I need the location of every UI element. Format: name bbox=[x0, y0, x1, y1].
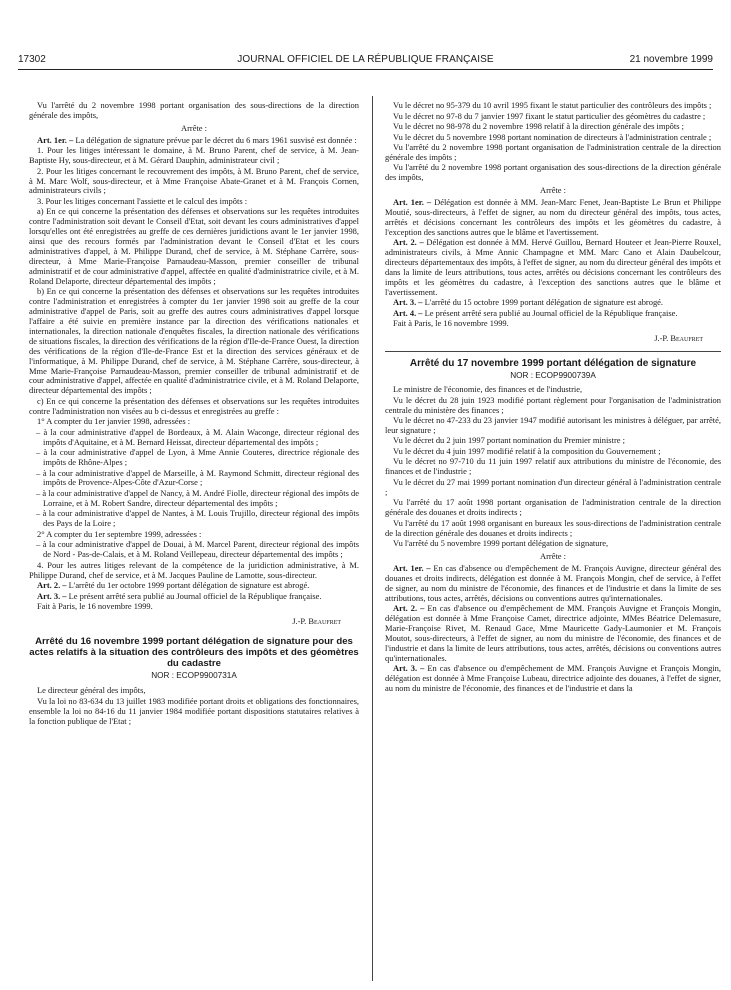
journal-title: JOURNAL OFFICIEL DE LA RÉPUBLIQUE FRANÇAISE bbox=[237, 54, 494, 65]
paragraph: Le directeur général des impôts, bbox=[37, 685, 146, 696]
article-paragraph bbox=[385, 564, 721, 604]
paragraph: Vu l'arrêté du 2 novembre 1998 portant organisation des sous-directions de la direction générale des impôts, bbox=[29, 100, 359, 120]
article-label: Art. 3. – bbox=[393, 663, 425, 674]
list-item: – à la cour administrative d'appel de Nantes, à M. Louis Trujillo, directeur régional des impôts des Pays de la Loire ; bbox=[36, 508, 359, 529]
article-text: En cas d'absence ou d'empêchement de MM. François Auvigne et François Mongin, délégation est donnée à Mme Françoise Lubeau, directrice adjointe des douanes, à l'effet de signer, au nom du ministre de l'économie, des finances et de l'industrie et dans la bbox=[385, 663, 721, 693]
article-label: Art. 1er. – bbox=[393, 197, 432, 208]
list-item: – à la cour administrative d'appel de Douai, à M. Marcel Parent, directeur régional des impôts de Nord - Pas-de-Calais, et à M. Roland Veillepeau, directeur départemental des impôts ; bbox=[36, 539, 359, 560]
arrete-heading: Arrête : bbox=[539, 185, 566, 196]
decree-title-block bbox=[385, 358, 721, 381]
left-column bbox=[29, 101, 359, 727]
paragraph: 1° A compter du 1er janvier 1998, adressées : bbox=[37, 416, 191, 427]
paragraph: Vu la loi no 83-634 du 13 juillet 1983 modifiée portant droits et obligations des fonctionnaires, ensemble la loi no 84-16 du 11 janvier 1984 modifiée portant dispositions statutaires relatives à la fonction publique de l'Etat ; bbox=[29, 695, 359, 726]
paragraph: Vu le décret no 95-379 du 10 avril 1995 fixant le statut particulier des contrôleurs des impôts ; bbox=[393, 100, 712, 110]
paragraph: Vu l'arrêté du 2 novembre 1998 portant organisation de l'administration centrale de la direction générale des impôts ; bbox=[385, 142, 721, 162]
paragraph: Vu le décret no 97-710 du 11 juin 1997 relatif aux attributions du ministre de l'économie, des finances et de l'industrie ; bbox=[385, 456, 721, 477]
paragraph: Le ministre de l'économie, des finances et de l'industrie, bbox=[393, 384, 583, 395]
article-paragraph bbox=[29, 592, 359, 602]
article-label: Art. 2. – bbox=[393, 237, 424, 248]
article-text: La délégation de signature prévue par le décret du 6 mars 1961 susvisé est donnée : bbox=[73, 134, 357, 145]
article-text: L'arrêté du 15 octobre 1999 portant délégation de signature est abrogé. bbox=[422, 297, 664, 308]
issue-date: 21 novembre 1999 bbox=[629, 54, 713, 65]
article-label: Art. 1er. – bbox=[37, 134, 74, 145]
article-label: Art. 3. – bbox=[393, 297, 423, 308]
paragraph: a) En ce qui concerne la présentation des défenses et observations sur les requêtes introduites contre l'administration soit devant le Conseil d'Etat, soit devant les cours administratives d'appel lorsqu'elles ont été enregistrées au greffe de ces dernières juridictions avant le 1er janvier 1998, ainsi que des recours formés par l'administration devant le Conseil d'Etat et les cours administratives d'appel, à M. Philippe Durand, chef de service, à M. Stéphane Carrère, sous-directeur, à Mme Marie-Françoise Parnaudeau-Masson, premier conseiller de tribunal administratif et de cour administrative d'appel, affectée en qualité d'administratrice civile, et à M. Roland Delaporte, directeur départemental des impôts ; bbox=[29, 206, 359, 286]
article-paragraph bbox=[29, 136, 359, 146]
arrete-heading: Arrête : bbox=[180, 122, 207, 133]
article-text: En cas d'absence ou d'empêchement de M. François Auvigne, directeur général des douanes et droits indirects, délégation est donnée à M. François Mongin, chef de service, à l'effet de signer, au nom du ministre de l'économie, des finances et de l'industrie et dans la limite de ses attributions, tous actes, arrêtés, décisions ou conventions autres qu'internationales. bbox=[385, 562, 721, 603]
list-item: – à la cour administrative d'appel de Lyon, à Mme Annie Couteres, directrice régionale des impôts de Rhône-Alpes ; bbox=[36, 447, 359, 468]
page-number: 17302 bbox=[18, 54, 46, 65]
article-paragraph bbox=[385, 298, 721, 308]
paragraph: Vu le décret du 28 juin 1923 modifié portant règlement pour l'organisation de l'administration centrale du ministère des finances ; bbox=[385, 394, 721, 415]
paragraph: 2° A compter du 1er septembre 1999, adressées : bbox=[37, 528, 202, 539]
article-text: Délégation est donnée à MM. Hervé Guillou, Bernard Houteer et Jean-Pierre Rouxel, administrateurs civils, à Mme Annic Champagne et MM. Marc Cano et Alain Daubelcour, directeurs départementaux des impôts, à l'effet de signer, au nom du directeur général des impôts et dans la limite de leurs attributions, tous actes, arrêtés ou décisions concernant les contrôleurs des impôts et les géomètres du cadastre, à l'exception des sanctions autres que le blâme et l'avertissement. bbox=[385, 237, 721, 297]
article-paragraph bbox=[29, 581, 359, 591]
column-divider bbox=[372, 96, 373, 981]
article-text: Le présent arrêté sera publié au Journal officiel de la République française. bbox=[422, 307, 678, 318]
paragraph: Vu l'arrêté du 17 août 1998 organisant en bureaux les sous-directions de l'administration centrale de la direction générale des douanes et droits indirects ; bbox=[385, 517, 721, 538]
paragraph: Vu le décret no 97-8 du 7 janvier 1997 fixant le statut particulier des géomètres du cadastre ; bbox=[393, 110, 706, 121]
article-label: Art. 2. – bbox=[37, 580, 67, 591]
page-header bbox=[18, 52, 713, 68]
right-column bbox=[385, 101, 721, 694]
paragraph: Vu le décret du 2 juin 1997 portant nomination du Premier ministre ; bbox=[393, 435, 625, 446]
paragraph: Vu le décret du 27 mai 1999 portant nomination d'un directeur général à l'administration centrale ; bbox=[385, 476, 721, 497]
nor-reference: NOR : ECOP9900731A bbox=[151, 671, 237, 681]
nor-reference: NOR : ECOP9900739A bbox=[510, 371, 596, 381]
list-item: – à la cour administrative d'appel de Nancy, à M. André Fiolle, directeur régional des impôts de Lorraine, et à M. Robert Sandre, directeur départemental des impôts ; bbox=[36, 487, 359, 508]
article-text: Le présent arrêté sera publié au Journal officiel de la République française. bbox=[66, 590, 322, 601]
article-paragraph bbox=[385, 664, 721, 694]
decree-title: Arrêté du 16 novembre 1999 portant délégation de signature pour des actes relatifs à la situation des contrôleurs des impôts et des géomètres du cadastre bbox=[29, 635, 359, 669]
article-paragraph bbox=[385, 309, 721, 319]
article-paragraph bbox=[385, 238, 721, 297]
paragraph: Fait à Paris, le 16 novembre 1999. bbox=[393, 318, 509, 329]
list-item: – à la cour administrative d'appel de Bordeaux, à M. Alain Waconge, directeur régional des impôts d'Aquitaine, et à M. Bernard Heissat, directeur départemental des impôts ; bbox=[36, 426, 359, 447]
article-paragraph bbox=[385, 198, 721, 238]
arrete-heading: Arrête : bbox=[539, 550, 566, 561]
signature: J.-P. Beaufret bbox=[654, 333, 703, 344]
paragraph: 2. Pour les litiges concernant le recouvrement des impôts, à M. Bruno Parent, chef de service, à M. Marc Wolf, sous-directeur, et à Mme Françoise Abate-Granet et à M. François Cornen, administrateurs civils ; bbox=[29, 165, 359, 196]
article-label: Art. 4. – bbox=[393, 307, 423, 318]
header-rule bbox=[18, 69, 713, 70]
article-text: Délégation est donnée à MM. Jean-Marc Fenet, Jean-Baptiste Le Brun et Philippe Moutié, sous-directeurs, à l'effet de signer, au nom du directeur général des impôts, tous actes, arrêtés et décisions concernant les contrôleurs des impôts et les géomètres du cadastre, à l'exception des sanctions autres que le blâme et l'avertissement. bbox=[385, 197, 721, 237]
article-text: L'arrêté du 1er octobre 1999 portant délégation de signature est abrogé. bbox=[66, 580, 310, 591]
paragraph: Fait à Paris, le 16 novembre 1999. bbox=[37, 601, 153, 612]
decree-title: Arrêté du 17 novembre 1999 portant délégation de signature bbox=[409, 358, 697, 370]
paragraph: c) En ce qui concerne la présentation des défenses et observations sur les requêtes introduites contre l'administration non visées au b ci-dessus et enregistrées au greffe : bbox=[29, 395, 359, 416]
paragraph: Vu l'arrêté du 2 novembre 1998 portant organisation des sous-directions de la direction générale des impôts, bbox=[385, 162, 721, 183]
paragraph: 4. Pour les autres litiges relevant de la compétence de la juridiction administrative, à M. Philippe Durand, chef de service, et à M. Jacques Pauline de Lamotte, sous-directeur. bbox=[29, 559, 359, 580]
paragraph: b) En ce qui concerne la présentation des défenses et observations sur les requêtes introduites contre l'administration et enregistrées à compter du 1er janvier 1998 soit au greffe de la cour administrative d'appel de Paris, soit au greffe des autres cours administratives d'appel lorsque l'affaire a été suivie en première instance par la direction des vérifications nationales et internationales, la direction nationale d'enquêtes fiscales, la direction nationale des vérifications de situations fiscales, la direction des vérifications de la région d'Ile-de-France Ouest, la direction des vérifications de la région d'Ile-de-France Est et la direction des services généraux et de l'informatique, à M. Philippe Durand, chef de service, à M. Stéphane Carrère, sous-directeur, à Mme Marie-Françoise Parnaudeau-Masson, premier conseiller de tribunal administratif et de cour administrative d'appel, affectée en qualité d'administratrice civile, et à M. Roland Delaporte, directeur départemental des impôts ; bbox=[29, 286, 359, 396]
article-label: Art. 1er. – bbox=[393, 562, 431, 573]
paragraph: Vu le décret du 4 juin 1997 modifié relatif à la composition du Gouvernement ; bbox=[393, 445, 661, 456]
paragraph: Vu le décret no 47-233 du 23 janvier 1947 modifié autorisant les ministres à déléguer, par arrêté, leur signature ; bbox=[385, 415, 721, 435]
article-paragraph bbox=[385, 604, 721, 663]
list-item: – à la cour administrative d'appel de Marseille, à M. Raymond Schmitt, directeur régional des impôts de Provence-Alpes-Côte d'Azur-Corse ; bbox=[36, 467, 359, 488]
paragraph: Vu le décret no 98-978 du 2 novembre 1998 relatif à la direction générale des impôts ; bbox=[393, 121, 684, 131]
section-rule bbox=[385, 351, 721, 352]
paragraph: Vu l'arrêté du 17 août 1998 portant organisation de l'administration centrale de la direction générale des douanes et droits indirects ; bbox=[385, 497, 721, 518]
paragraph: Vu le décret du 5 novembre 1998 portant nomination de directeurs à l'administration centrale ; bbox=[393, 131, 712, 142]
article-text: En cas d'absence ou d'empêchement de MM. François Auvigne et François Mongin, délégation est donnée à Mme Françoise Camet, directrice adjointe, MMes Béatrice Delemasure, Marie-Françoise Rivet, M. Renaud Gace, Mme Mauricette Gady-Laumonier et M. François Moutot, sous-directeurs, à l'effet de signer, au nom du ministre de l'économie, des finances et de l'industrie et dans la limite de leurs attributions, tous actes, arrêtés, décisions ou conventions autres qu'internationales. bbox=[385, 603, 721, 663]
article-label: Art. 3. – bbox=[37, 590, 67, 601]
signature: J.-P. Beaufret bbox=[292, 616, 341, 626]
paragraph: 3. Pour les litiges concernant l'assiette et le calcul des impôts : bbox=[37, 195, 248, 206]
paragraph: 1. Pour les litiges intéressant le domaine, à M. Bruno Parent, chef de service, à M. Jean-Baptiste Hy, sous-directeur, et à M. Gérard Dauphin, administrateur civil ; bbox=[29, 145, 359, 166]
article-label: Art. 2. – bbox=[393, 603, 425, 614]
paragraph: Vu l'arrêté du 5 novembre 1999 portant délégation de signature, bbox=[393, 538, 609, 549]
